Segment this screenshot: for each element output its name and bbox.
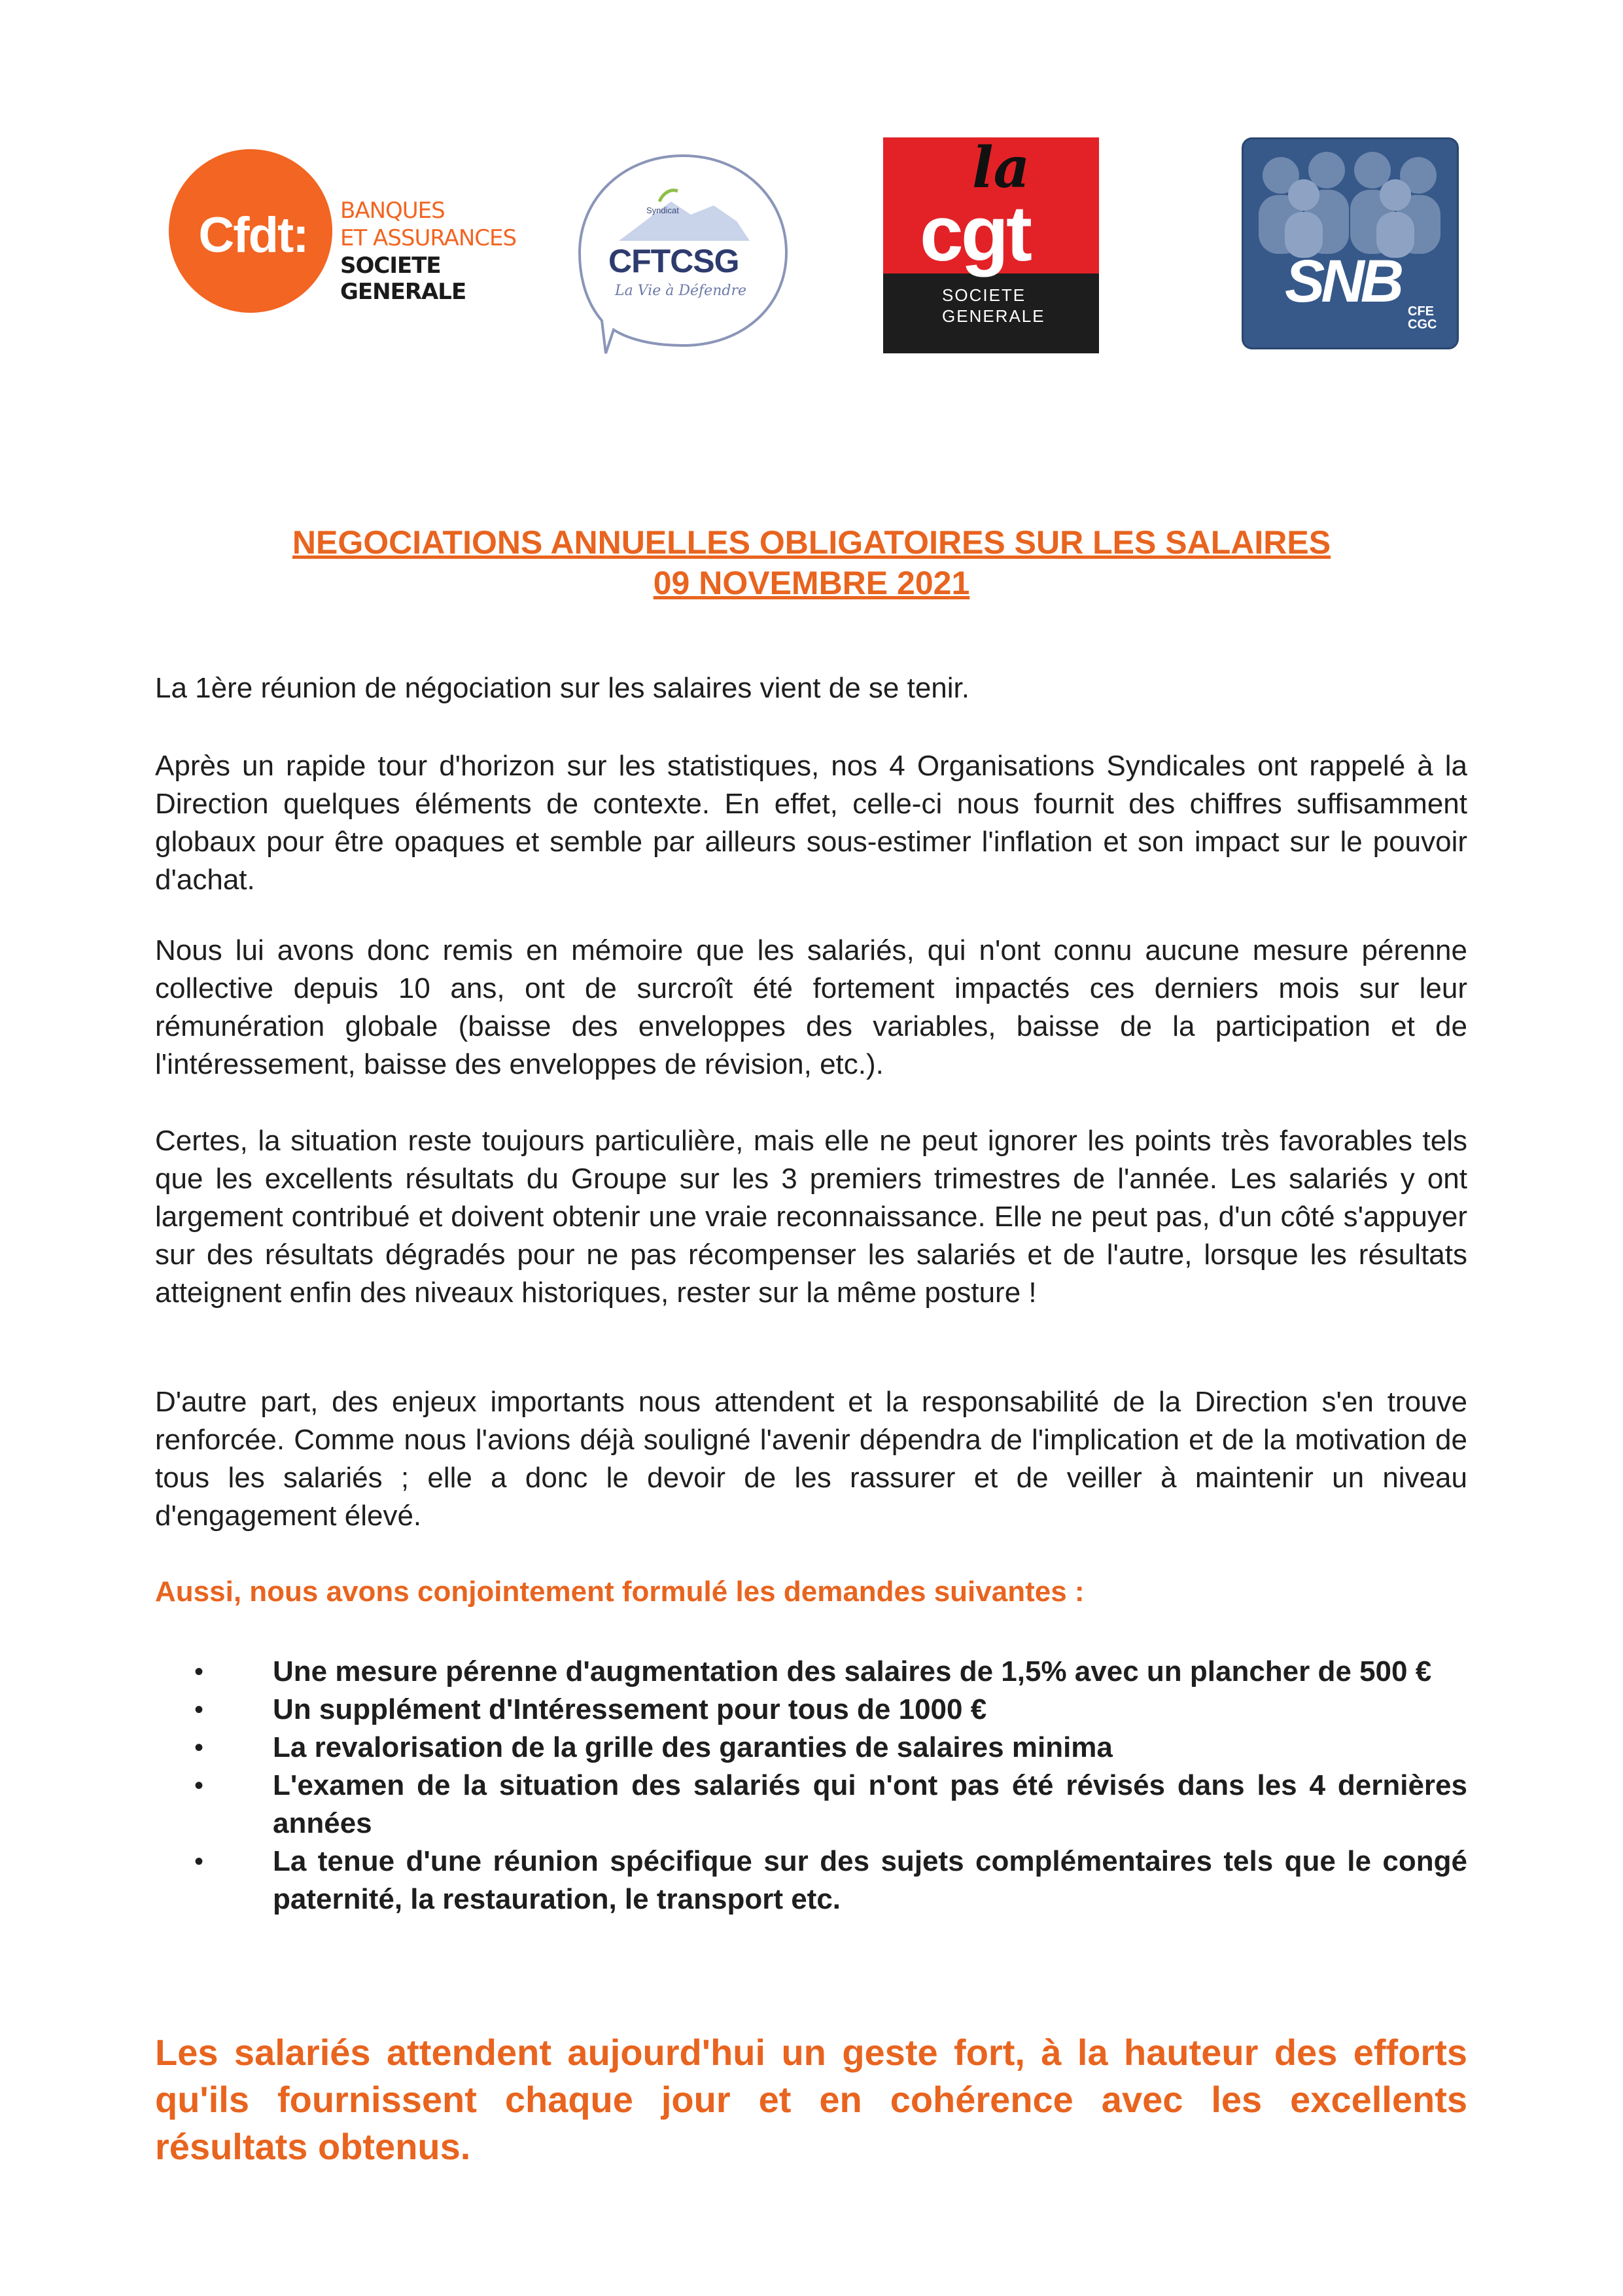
demand-item bbox=[155, 1767, 1467, 1843]
demand-text: La tenue d'une réunion spécifique sur des sujets complémentaires tels que le congé paternité, la restauration, le transport etc. bbox=[273, 1845, 1467, 1915]
document-title-line-1: NEGOCIATIONS ANNUELLES OBLIGATOIRES SUR LES SALAIRES bbox=[292, 524, 1331, 561]
union-logos-header bbox=[0, 0, 1623, 366]
demand-text: La revalorisation de la grille des garanties de salaires minima bbox=[273, 1731, 1113, 1763]
demands-list bbox=[155, 1653, 1467, 1918]
snb-logo-mark: SNB bbox=[1285, 248, 1401, 315]
cfdt-logo-line-2: ET ASSURANCES bbox=[340, 225, 517, 251]
cgt-logo bbox=[883, 137, 1099, 353]
bullet-icon: • bbox=[194, 1657, 204, 1686]
snb-logo bbox=[1242, 137, 1457, 348]
demand-item bbox=[155, 1729, 1467, 1767]
document-title-date: 09 NOVEMBRE 2021 bbox=[653, 565, 970, 601]
bullet-icon: • bbox=[194, 1695, 204, 1724]
demand-item bbox=[155, 1843, 1467, 1918]
demands-heading: Aussi, nous avons conjointement formulé les demandes suivantes : bbox=[155, 1576, 1085, 1608]
bullet-icon: • bbox=[194, 1847, 204, 1876]
cftc-logo bbox=[573, 149, 793, 357]
demand-text: Un supplément d'Intéressement pour tous de 1000 € bbox=[273, 1693, 987, 1725]
demand-item bbox=[155, 1691, 1467, 1729]
body-paragraph-5: D'autre part, des enjeux importants nous attendent et la responsabilité de la Direction s'en trouve renforcée. Comme nous l'avions déjà souligné l'avenir dépendra de l'implication et de la motivation de tous les salariés ; elle a donc le devoir de les rassurer et de veiller à maintenir un niveau d'engagement élevé. bbox=[155, 1386, 1467, 1532]
cgt-la-script: la bbox=[972, 135, 1030, 201]
closing-statement: Les salariés attendent aujourd'hui un geste fort, à la hauteur des efforts qu'ils fournissent chaque jour et en cohérence avec les excellents résultats obtenus. bbox=[155, 2032, 1467, 2167]
cftc-logo-mark: CFTCSG bbox=[608, 243, 739, 279]
cftc-syndicat-label: Syndicat bbox=[646, 205, 679, 215]
cgt-logo-line-2: GENERALE bbox=[942, 306, 1045, 326]
cgt-logo-line-1: SOCIETE bbox=[942, 285, 1026, 305]
demand-item bbox=[155, 1653, 1467, 1691]
body-paragraph-2: Après un rapide tour d'horizon sur les statistiques, nos 4 Organisations Syndicales ont rappelé à la Direction quelques éléments de contexte. En effet, celle-ci nous fournit des chiffres suffisamment globaux pour être opaques et semble par ailleurs sous-estimer l'inflation et son impact sur le pouvoir d'achat. bbox=[155, 750, 1467, 896]
body-paragraph-4: Certes, la situation reste toujours particulière, mais elle ne peut ignorer les points très favorables tels que les excellents résultats du Groupe sur les 3 premiers trimestres de l'année. Les salariés y ont largement contribué et doivent obtenir une vraie reconnaissance. Elle ne peut pas, d'un côté s'appuyer sur des résultats dégradés pour ne pas récompenser les salariés et de l'autre, lorsque les résultats atteignent enfin des niveaux historiques, rester sur la même posture ! bbox=[155, 1125, 1467, 1309]
snb-cfe-label: CFE bbox=[1408, 304, 1434, 319]
demand-text: L'examen de la situation des salariés qui n'ont pas été révisés dans les 4 dernières années bbox=[273, 1769, 1467, 1839]
snb-cfe-cgc-label bbox=[1408, 305, 1437, 331]
cfdt-logo bbox=[169, 147, 535, 317]
body-paragraph-1: La 1ère réunion de négociation sur les salaires vient de se tenir. bbox=[155, 672, 969, 704]
cfdt-logo-line-1: BANQUES bbox=[340, 198, 445, 224]
snb-cgc-label: CGC bbox=[1408, 317, 1437, 332]
cfdt-logo-line-3: SOCIETE GENERALE bbox=[340, 253, 466, 305]
cfdt-logo-mark: Cfdt: bbox=[198, 207, 308, 263]
demand-text: Une mesure pérenne d'augmentation des salaires de 1,5% avec un plancher de 500 € bbox=[273, 1655, 1432, 1687]
bullet-icon: • bbox=[194, 1771, 204, 1800]
bullet-icon: • bbox=[194, 1733, 204, 1762]
cftc-slogan: La Vie à Défendre bbox=[615, 283, 746, 299]
cgt-logo-mark: cgt bbox=[920, 190, 1030, 277]
body-paragraph-3: Nous lui avons donc remis en mémoire que les salariés, qui n'ont connu aucune mesure pérenne collective depuis 10 ans, ont de surcroît été fortement impactés ces derniers mois sur leur rémunération globale (baisse des enveloppes des variables, baisse de la participation et de l'intéressement, baisse des enveloppes de révision, etc.). bbox=[155, 934, 1467, 1080]
